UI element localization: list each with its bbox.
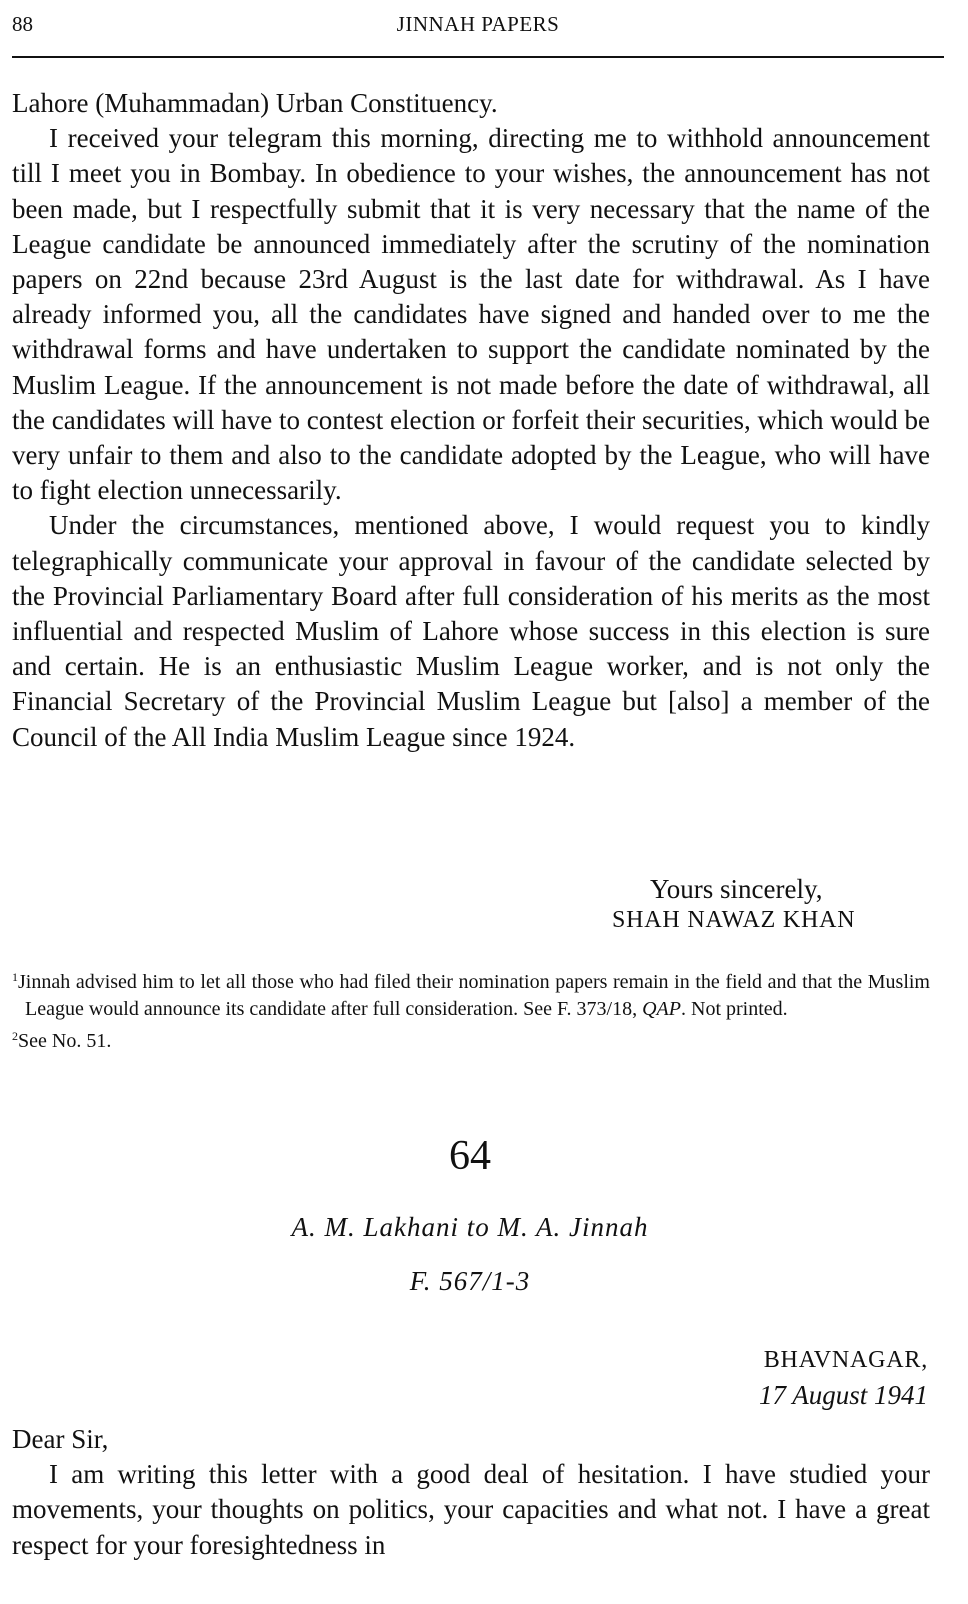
footnote-2 (12, 1023, 930, 1055)
footnote-1 (12, 964, 930, 1023)
letter-63-paragraph: I received your telegram this morning, directing me to withhold announcement till I meet you in Bombay. In obedience to your wishes, the announcement has not been made, but I respectfully submit that it is very necessary that the name of the League candidate be announced immediately after the scrutiny of the nomination papers on 22nd because 23rd August is the last date for withdrawal. As I have already informed you, all the candidates have signed and handed over to me the withdrawal forms and have undertaken to support the candidate nominated by the Muslim League. If the announcement is not made before the date of withdrawal, all the candidates will have to contest election or forfeit their securities, which would be very unfair to them and also to the candidate adopted by the League, who will have to fight election unnecessarily. (12, 123, 930, 506)
footnote-marker: 1 (12, 970, 18, 984)
letter-63-closing: Yours sincerely, (650, 874, 823, 904)
header-rule (12, 56, 944, 58)
letter-date: 17 August 1941 (758, 1380, 928, 1410)
footnotes (12, 964, 930, 1055)
letter-63-paragraph: Lahore (Muhammadan) Urban Constituency. (12, 88, 498, 118)
footnote-text: See No. 51. (18, 1030, 112, 1052)
document-number: 64 (449, 1133, 491, 1179)
letter-63-body (12, 86, 930, 755)
letter-63-signatory: SHAH NAWAZ KHAN (612, 907, 856, 933)
page-number: 88 (12, 12, 33, 36)
running-title: JINNAH PAPERS (396, 12, 560, 36)
footnote-marker: 2 (12, 1029, 18, 1043)
letter-63-paragraph: Under the circumstances, mentioned above, I would request you to kindly telegraphically communicate your approval in favour of the candidate selected by the Provincial Parliamentary Board after full consideration of his merits as the most influential and respected Muslim of Lahore whose success in this election is sure and certain. He is an enthusiastic Muslim League worker, and is not only the Financial Secretary of the Provincial Muslim League but [also] a member of the Council of the All India Muslim League since 1924. (12, 510, 930, 752)
footnote-text: Jinnah advised him to let all those who had filed their nomination papers remain in the field and that the Muslim League would announce its candidate after full consideration. See F. 373/18, (18, 971, 930, 1020)
footnote-text: . Not printed. (681, 998, 788, 1020)
letter-64-paragraph: I am writing this letter with a good deal of hesitation. I have studied your movements, your thoughts on politics, your capacities and what not. I have a great respect for your foresightedness in (12, 1459, 930, 1560)
page-header (12, 8, 944, 48)
footnote-italic-abbrev: QAP (642, 998, 681, 1020)
document-file-reference: F. 567/1-3 (409, 1266, 531, 1296)
letter-place: BHAVNAGAR, (763, 1347, 928, 1373)
document-title: A. M. Lakhani to M. A. Jinnah (291, 1212, 649, 1242)
letter-64-salutation: Dear Sir, (12, 1424, 109, 1454)
letter-64-body (12, 1422, 930, 1563)
